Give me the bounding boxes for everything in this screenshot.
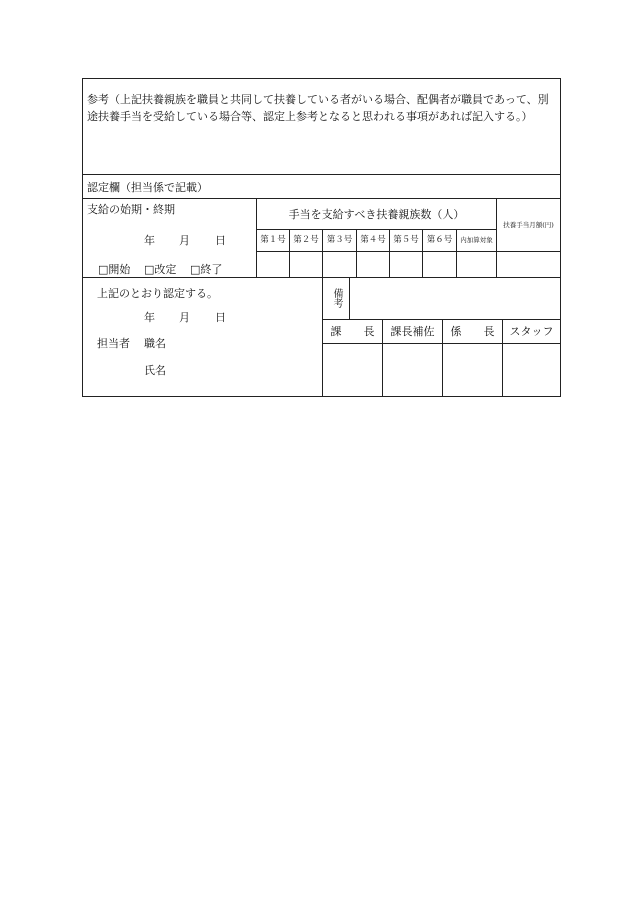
dependents-header: 手当を支給すべき扶養親族数（人） bbox=[288, 207, 465, 221]
stamp-box-subsection-chief[interactable] bbox=[443, 344, 502, 396]
approval-year-label: 年 bbox=[144, 311, 155, 324]
position-label: 職名 bbox=[144, 337, 166, 350]
count-input-additional[interactable] bbox=[457, 252, 496, 276]
column-header-3: 第３号 bbox=[326, 235, 353, 246]
column-header-2: 第２号 bbox=[293, 235, 319, 246]
divider-reference bbox=[83, 174, 560, 175]
certification-title: 認定欄（担当係で記載） bbox=[87, 181, 208, 194]
stamp-box-section-chief[interactable] bbox=[323, 344, 382, 396]
column-header-additional: 内加算対象 bbox=[460, 236, 493, 245]
count-input-5[interactable] bbox=[390, 252, 422, 276]
approval-statement: 上記のとおり認定する。 bbox=[97, 287, 218, 300]
count-input-1[interactable] bbox=[257, 252, 289, 276]
approval-month-label: 月 bbox=[179, 311, 190, 324]
stamp-box-staff[interactable] bbox=[503, 344, 560, 396]
period-year-label: 年 bbox=[144, 234, 155, 247]
count-input-3[interactable] bbox=[323, 252, 356, 276]
approval-day-label: 日 bbox=[215, 311, 226, 324]
monthly-amount-input[interactable] bbox=[497, 252, 560, 276]
officer-label: 担当者 bbox=[97, 337, 130, 350]
stamp-header-assistant-chief: 課長補佐 bbox=[390, 325, 435, 338]
column-header-5: 第５号 bbox=[393, 235, 419, 246]
column-header-6: 第６号 bbox=[426, 235, 453, 246]
dependent-allowance-form bbox=[82, 78, 561, 397]
period-day-label: 日 bbox=[215, 234, 226, 247]
period-month-label: 月 bbox=[179, 234, 190, 247]
monthly-amount-header: 扶養手当月額(円) bbox=[503, 220, 554, 229]
name-label: 氏名 bbox=[144, 364, 166, 377]
remarks-label: 備考 bbox=[331, 288, 342, 308]
option-end-checkbox[interactable]: □終了 bbox=[190, 263, 223, 276]
count-input-4[interactable] bbox=[357, 252, 389, 276]
stamp-header-subsection-chief: 係 長 bbox=[450, 325, 495, 338]
option-start-checkbox[interactable]: □開始 bbox=[98, 263, 131, 276]
column-header-4: 第４号 bbox=[360, 235, 386, 246]
stamp-header-staff: スタッフ bbox=[509, 325, 554, 338]
remarks-field[interactable] bbox=[350, 278, 560, 318]
stamp-box-assistant-chief[interactable] bbox=[383, 344, 442, 396]
column-header-1: 第１号 bbox=[260, 235, 286, 246]
count-input-2[interactable] bbox=[290, 252, 322, 276]
stamp-header-section-chief: 課 長 bbox=[330, 325, 375, 338]
count-input-6[interactable] bbox=[423, 252, 456, 276]
option-revise-checkbox[interactable]: □改定 bbox=[144, 263, 177, 276]
reference-text: 参考（上記扶養親族を職員と共同して扶養している者がいる場合、配偶者が職員であって、別途扶養手当を受給している場合等、認定上参考となると思われる事項があれば記入する。） bbox=[87, 93, 549, 123]
period-label: 支給の始期・終期 bbox=[87, 203, 175, 216]
